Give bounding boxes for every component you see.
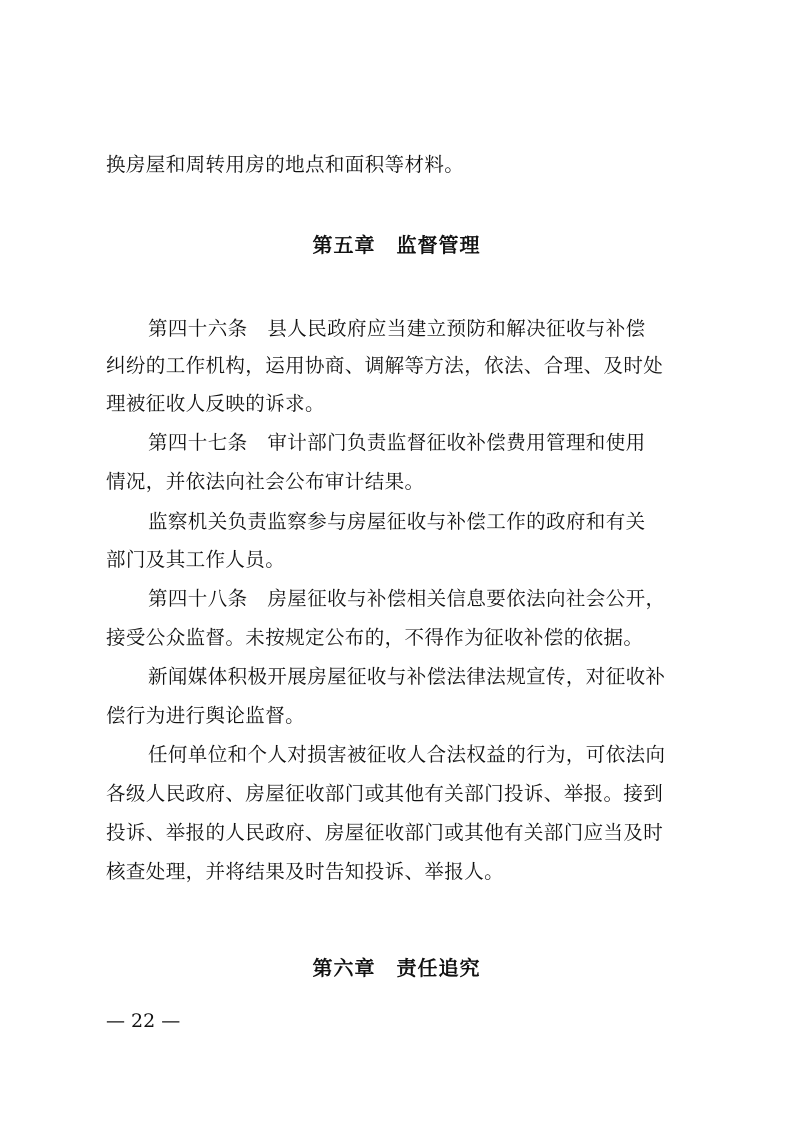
article-48-para2-line-2: 偿行为进行舆论监督。 [106, 704, 306, 727]
article-48-para2-line-1: 新闻媒体积极开展房屋征收与补偿法律法规宣传，对征收补 [148, 665, 666, 688]
article-46-line-1: 第四十六条 县人民政府应当建立预防和解决征收与补偿 [148, 317, 646, 340]
article-48-para3-line-3: 投诉、举报的人民政府、房屋征收部门或其他有关部门应当及时 [106, 821, 664, 844]
article-48-para3-line-2: 各级人民政府、房屋征收部门或其他有关部门投诉、举报。接到 [106, 782, 664, 805]
article-47-para2-line-1: 监察机关负责监察参与房屋征收与补偿工作的政府和有关 [148, 510, 646, 533]
article-47-line-2: 情况，并依法向社会公布审计结果。 [106, 470, 425, 493]
article-48-para3-line-1: 任何单位和个人对损害被征收人合法权益的行为，可依法向 [148, 743, 666, 766]
article-47-para2-line-2: 部门及其工作人员。 [106, 548, 286, 571]
page-number: — 22 — [106, 1010, 181, 1032]
article-46-line-2: 纠纷的工作机构，运用协商、调解等方法，依法、合理、及时处 [106, 354, 664, 377]
chapter-5-heading: 第五章 监督管理 [312, 233, 481, 257]
article-46-line-3: 理被征收人反映的诉求。 [106, 392, 325, 415]
article-48-line-1: 第四十八条 房屋征收与补偿相关信息要依法向社会公开， [148, 587, 666, 610]
article-48-line-2: 接受公众监督。未按规定公布的，不得作为征收补偿的依据。 [106, 626, 644, 649]
article-47-line-1: 第四十七条 审计部门负责监督征收补偿费用管理和使用 [148, 431, 646, 454]
chapter-6-heading: 第六章 责任追究 [312, 956, 481, 980]
article-48-para3-line-4: 核查处理，并将结果及时告知投诉、举报人。 [106, 860, 505, 883]
continuation-line: 换房屋和周转用房的地点和面积等材料。 [106, 153, 465, 176]
